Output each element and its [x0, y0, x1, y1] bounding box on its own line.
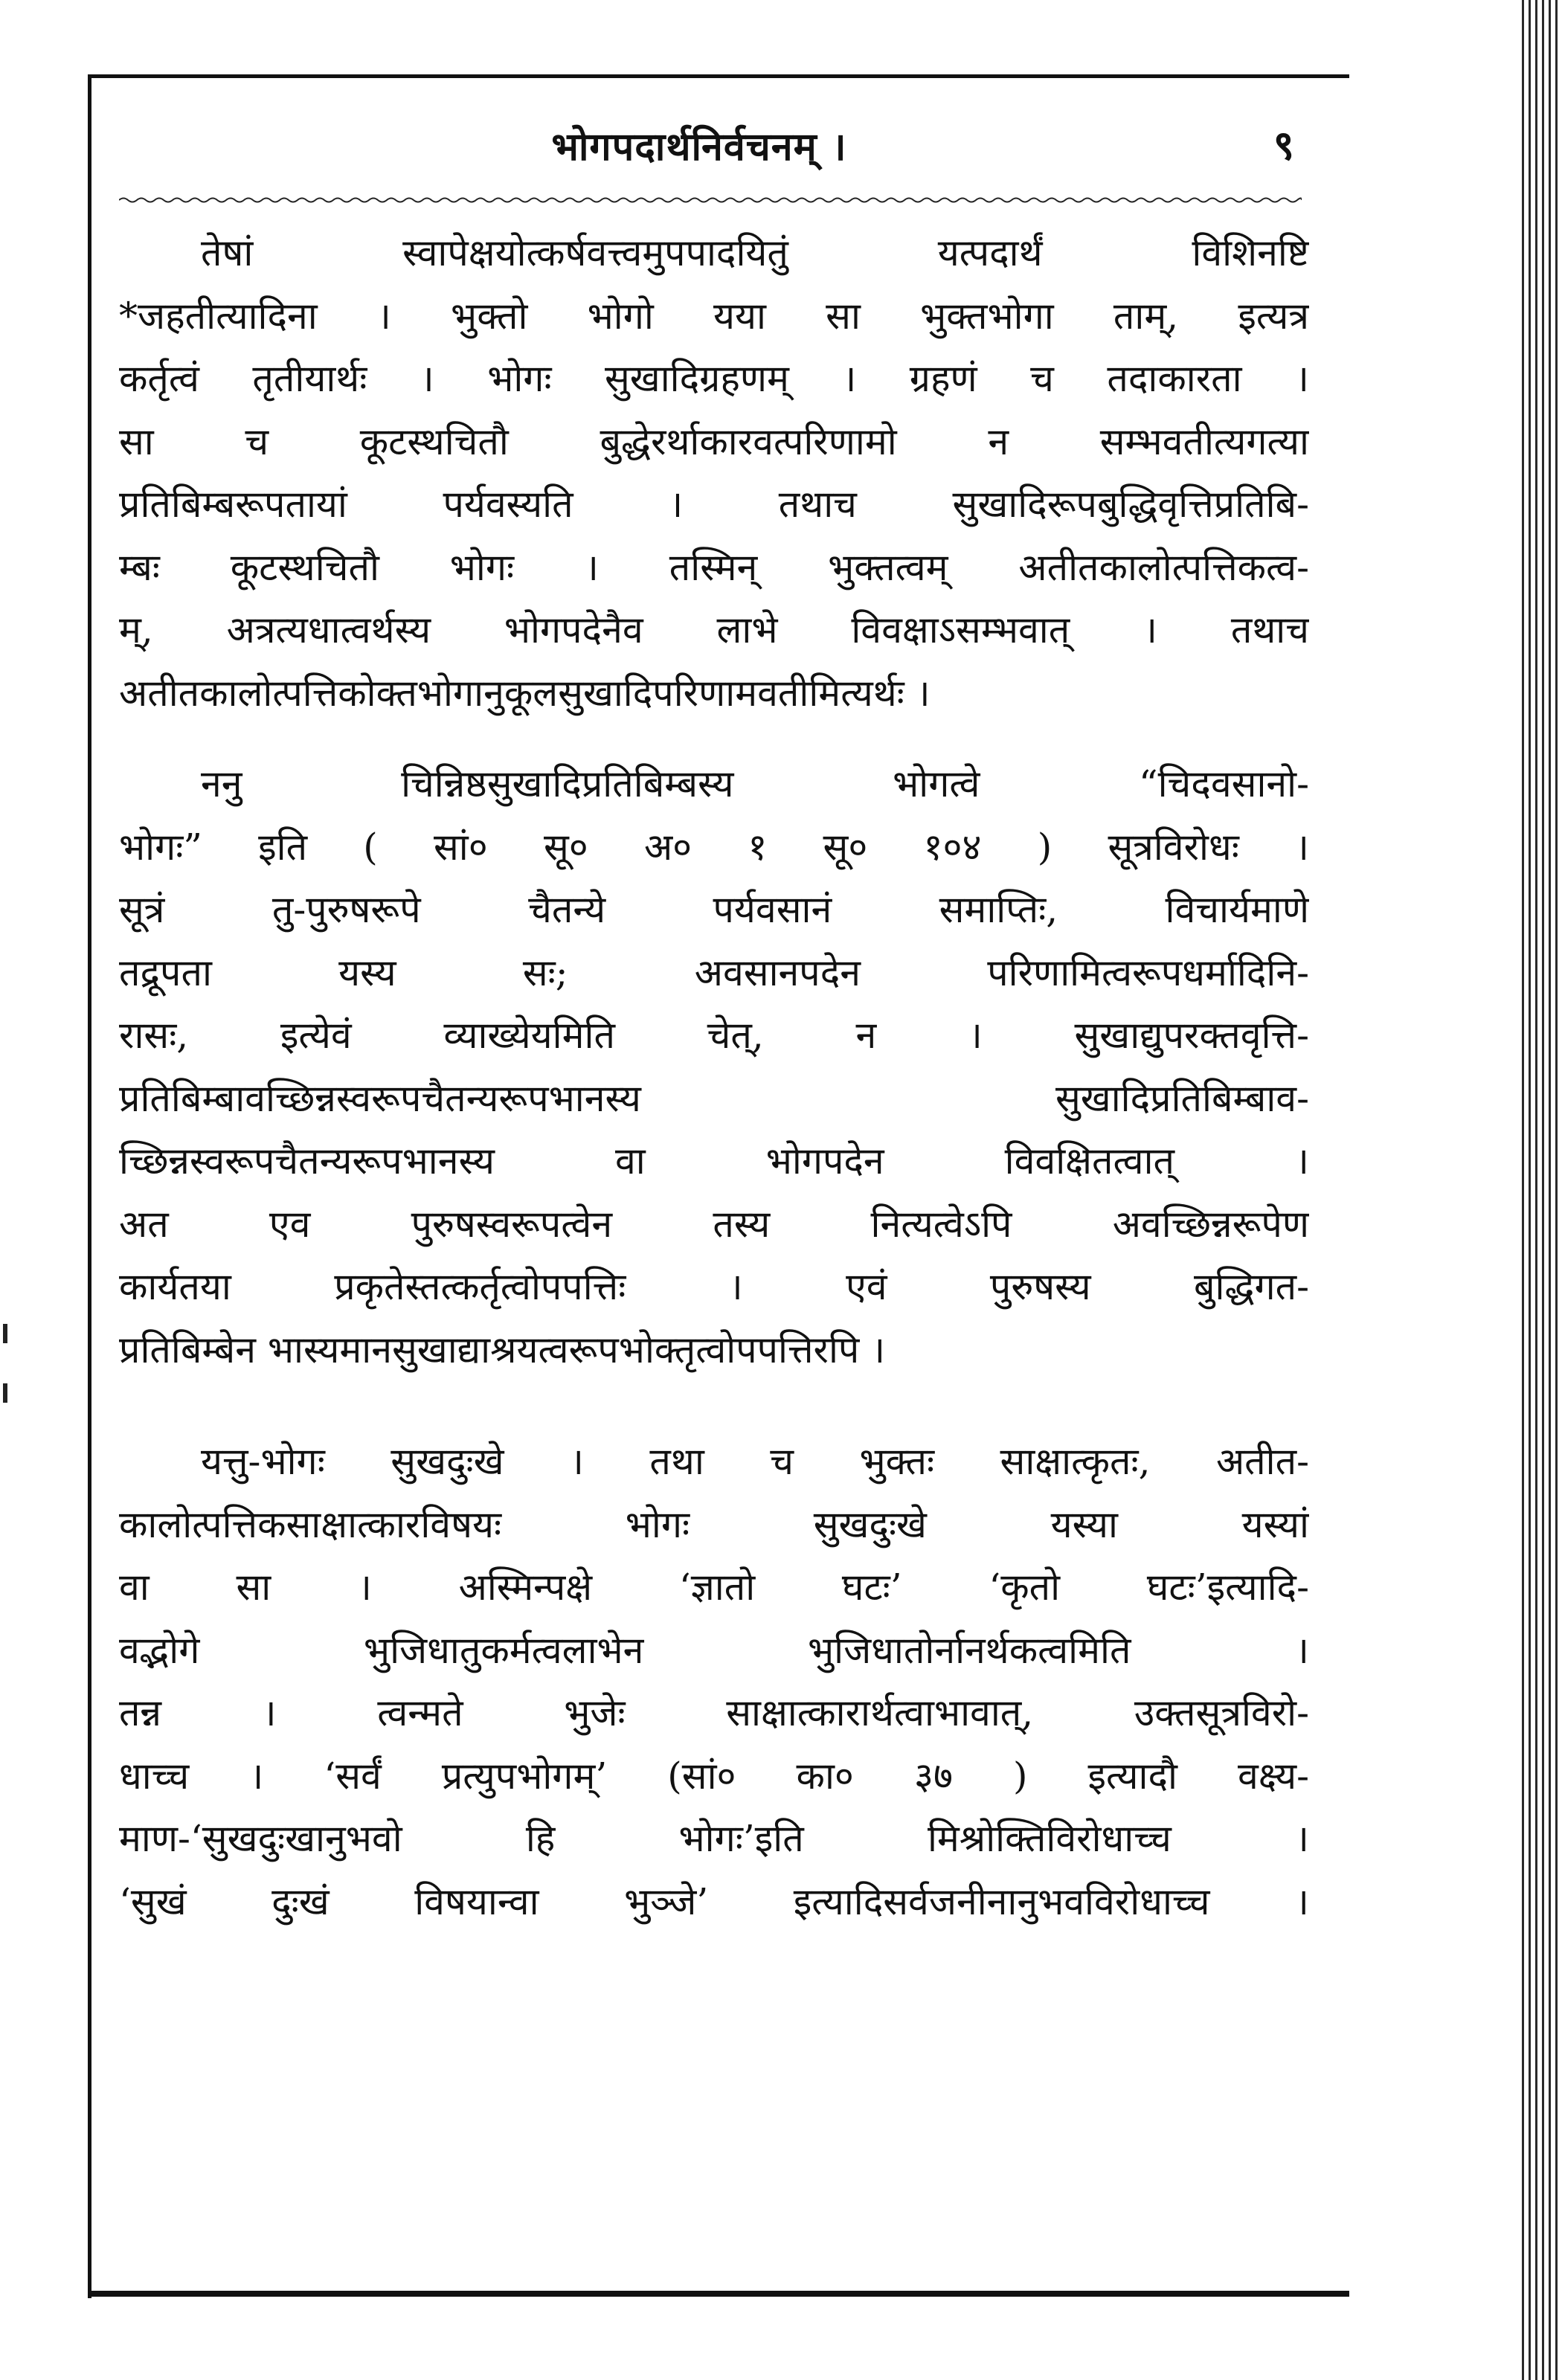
- text-line: तन्न । त्वन्मते भुजेः साक्षात्कारार्थत्वाभावात्, उक्तसूत्रविरो-: [119, 1691, 1309, 1734]
- text-line: भोगः” इति ( सां० सू० अ० १ सू० १०४ ) सूत्रविरोधः ।: [119, 825, 1309, 869]
- running-title: भोगपदार्थनिर्वचनम् ।: [551, 124, 847, 170]
- text-line: प्रतिबिम्बावच्छिन्नस्वरूपचैतन्यरूपभानस्य सुखादिप्रतिबिम्बाव-: [119, 1076, 1309, 1120]
- text-line: तेषां स्वापेक्षयोत्कर्षवत्त्वमुपपादयितुं यत्पदार्थं विशिनष्टि: [201, 231, 1309, 274]
- text-line: ‘सुखं दुःखं विषयान्वा भुञ्जे’ इत्यादिसर्वजनीनानुभवविरोधाच्च ।: [119, 1879, 1309, 1923]
- text-line: म्बः कूटस्थचितौ भोगः । तस्मिन् भुक्तत्वम् अतीतकालोत्पत्तिकत्व-: [119, 545, 1309, 589]
- text-line: धाच्च । ‘सर्वं प्रत्युपभोगम्’ (सां० का० ३७ ) इत्यादौ वक्ष्य-: [119, 1754, 1309, 1798]
- text-line: च्छिन्नस्वरूपचैतन्यरूपभानस्य वा भोगपदेन विवक्षितत्वात् ।: [119, 1139, 1309, 1183]
- page-border-top: [88, 74, 1349, 78]
- page-body: [119, 222, 1309, 1933]
- text-line: म्, अत्रत्यधात्वर्थस्य भोगपदेनैव लाभे विवक्षाऽसम्भवात् । तथाच: [119, 608, 1309, 652]
- scan-speck: [3, 1324, 7, 1343]
- text-line: माण-‘सुखदुःखानुभवो हि भोगः’इति मिश्रोक्तिविरोधाच्च ।: [119, 1817, 1309, 1860]
- text-line: अत एव पुरुषस्वरूपत्वेन तस्य नित्यत्वेऽपि अवच्छिन्नरूपेण: [119, 1202, 1309, 1246]
- text-line: कर्तृत्वं तृतीयार्थः । भोगः सुखादिग्रहणम् । ग्रहणं च तदाकारता ।: [119, 357, 1309, 400]
- text-line: यत्तु-भोगः सुखदुःखे । तथा च भुक्तः साक्षात्कृतः, अतीत-: [201, 1440, 1309, 1483]
- text-line: वद्भोगे भुजिधातुकर्मत्वलाभेन भुजिधातोर्नानर्थकत्वमिति ।: [119, 1628, 1309, 1672]
- text-line: कार्यतया प्रकृतेस्तत्कर्तृत्वोपपत्तिः । एवं पुरुषस्य बुद्धिगत-: [119, 1265, 1309, 1308]
- page-number: ९: [1273, 121, 1294, 169]
- text-line: ननु चिन्निष्ठसुखादिप्रतिबिम्बस्य भोगत्वे “चिदवसानो-: [201, 762, 1309, 805]
- text-line: प्रतिबिम्बेन भास्यमानसुखाद्याश्रयत्वरूपभोक्तृत्वोपपत्तिरपि ।: [119, 1328, 886, 1371]
- paragraph-gap: [119, 724, 1309, 753]
- paragraph-1: [119, 222, 1309, 724]
- header-wavy-rule: [119, 195, 1302, 205]
- paragraph-2: [119, 753, 1309, 1381]
- book-edge-stripes: [1517, 0, 1562, 2380]
- scan-speck: [3, 1383, 7, 1403]
- page-header: [97, 112, 1302, 178]
- page-border-bottom: [88, 2291, 1349, 2297]
- paragraph-3: [119, 1430, 1309, 1933]
- text-line: तद्रूपता यस्य सः; अवसानपदेन परिणामित्वरूपधर्मादिनि-: [119, 951, 1309, 994]
- text-line: *जहतीत्यादिना । भुक्तो भोगो यया सा भुक्तभोगा ताम्, इत्यत्र: [119, 294, 1309, 338]
- text-line: सूत्रं तु-पुरुषरूपे चैतन्ये पर्यवसानं समाप्तिः, विचार्यमाणे: [119, 888, 1309, 931]
- paragraph-gap: [119, 1381, 1309, 1430]
- text-line: सा च कूटस्थचितौ बुद्धेरर्थाकारवत्परिणामो न सम्भवतीत्यगत्या: [119, 419, 1309, 463]
- text-line: रासः, इत्येवं व्याख्येयमिति चेत्, न । सुखाद्युपरक्तवृत्ति-: [119, 1014, 1309, 1057]
- text-line: वा सा । अस्मिन्पक्षे ‘ज्ञातो घटः’ ‘कृतो घटः’इत्यादि-: [119, 1566, 1309, 1609]
- text-line: कालोत्पत्तिकसाक्षात्कारविषयः भोगः सुखदुःखे यस्या यस्यां: [119, 1502, 1309, 1546]
- text-line: अतीतकालोत्पत्तिकोक्तभोगानुकूलसुखादिपरिणामवतीमित्यर्थः ।: [119, 671, 931, 715]
- page-border-left: [88, 74, 91, 2298]
- text-line: प्रतिबिम्बरूपतायां पर्यवस्यति । तथाच सुखादिरूपबुद्धिवृत्तिप्रतिबि-: [119, 483, 1309, 526]
